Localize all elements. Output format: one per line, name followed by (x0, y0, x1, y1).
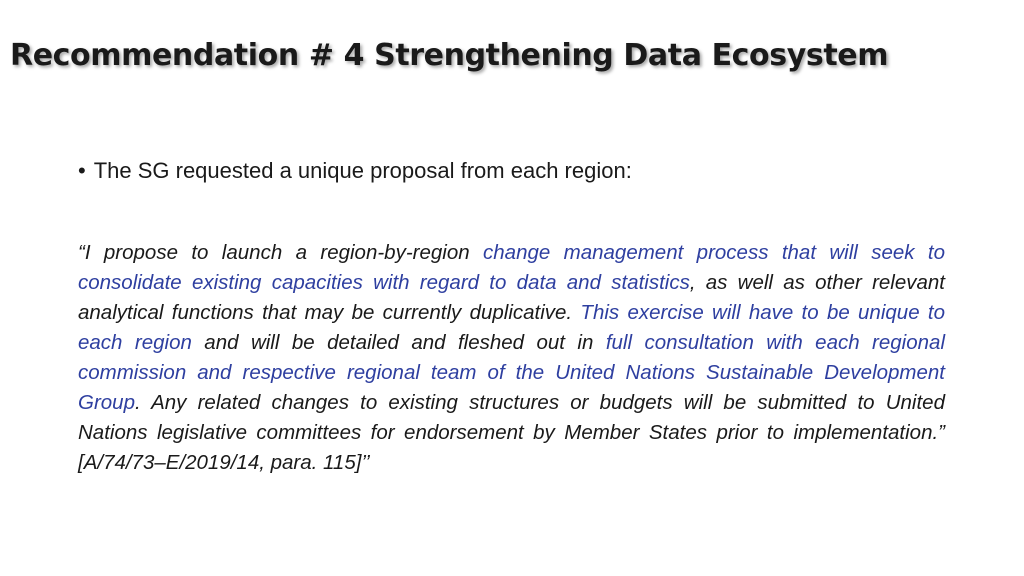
quote-highlight: This exercise will have to be unique to each region (78, 301, 945, 354)
quote-segment: and will be detailed and fleshed out in (191, 331, 606, 354)
slide-title: Recommendation # 4 Strengthening Data Ecosystem (10, 38, 889, 73)
bullet-item (78, 158, 632, 184)
quote-segment: , as well as other relevant analytical functions that may be currently duplicative. (78, 271, 946, 324)
bullet-icon: • (78, 158, 86, 183)
quote-highlight: full consultation with each regional commission and respective regional team of the United Nations Sustainable Development Group (78, 331, 945, 414)
bullet-text: The SG requested a unique proposal from each region: (93, 158, 632, 183)
quote-segment: “I propose to launch a region-by-region (78, 241, 484, 264)
quote-paragraph (78, 238, 945, 478)
quote-highlight: change management process that will seek to consolidate existing capacities with regard to data and statistics (78, 241, 945, 294)
quote-segment: . Any related changes to existing structures or budgets will be submitted to United Nations legislative committees for endorsement by Member States prior to implementation.” [A/74/73–E/2019/14, para. 115]’’ (78, 391, 945, 474)
